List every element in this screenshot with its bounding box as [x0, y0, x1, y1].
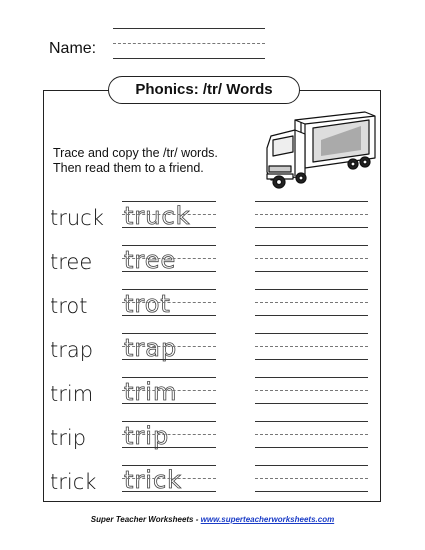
trace-line-5-0 — [122, 421, 216, 422]
copy-line-4-0[interactable] — [255, 377, 368, 378]
copy-line-4-1[interactable] — [255, 390, 368, 391]
trace-line-2-2 — [122, 315, 216, 316]
trace-line-5-2 — [122, 447, 216, 448]
name-label: Name: — [49, 40, 97, 57]
instructions — [53, 146, 218, 176]
trace-line-3-0 — [122, 333, 216, 334]
trace-line-0-1 — [122, 214, 216, 215]
trace-line-2-1 — [122, 302, 216, 303]
footer-site-name: Super Teacher Worksheets — [90, 515, 194, 524]
trace-line-6-1 — [122, 478, 216, 479]
footer-url-link[interactable]: www.superteacherworksheets.com — [200, 515, 335, 524]
copy-line-2-0[interactable] — [255, 289, 368, 290]
trace-word-5: trip — [124, 422, 170, 450]
trace-line-4-1 — [122, 390, 216, 391]
word-1: tree — [50, 250, 93, 274]
trace-line-1-0 — [122, 245, 216, 246]
trace-line-6-0 — [122, 465, 216, 466]
name-line-dashed — [113, 43, 265, 44]
word-3: trap — [50, 338, 94, 362]
footer — [0, 515, 425, 524]
trace-word-1: tree — [124, 246, 177, 274]
trace-word-0: truck — [124, 202, 191, 230]
trace-line-0-0 — [122, 201, 216, 202]
trace-line-2-0 — [122, 289, 216, 290]
copy-line-3-1[interactable] — [255, 346, 368, 347]
trace-line-1-2 — [122, 271, 216, 272]
copy-line-2-2[interactable] — [255, 315, 368, 316]
copy-line-6-2[interactable] — [255, 491, 368, 492]
name-line-bottom[interactable] — [113, 58, 265, 59]
trace-line-3-1 — [122, 346, 216, 347]
word-6: trick — [50, 470, 97, 494]
copy-line-3-2[interactable] — [255, 359, 368, 360]
copy-line-5-1[interactable] — [255, 434, 368, 435]
trace-line-4-2 — [122, 403, 216, 404]
copy-line-0-1[interactable] — [255, 214, 368, 215]
trace-line-0-2 — [122, 227, 216, 228]
instructions-line-1: Trace and copy the /tr/ words. — [53, 146, 218, 160]
copy-line-0-0[interactable] — [255, 201, 368, 202]
copy-line-2-1[interactable] — [255, 302, 368, 303]
copy-line-1-1[interactable] — [255, 258, 368, 259]
trace-word-6: trick — [124, 466, 183, 494]
copy-line-0-2[interactable] — [255, 227, 368, 228]
worksheet-title: Phonics: /tr/ Words — [108, 76, 300, 104]
word-0: truck — [50, 206, 104, 230]
trace-line-3-2 — [122, 359, 216, 360]
copy-line-4-2[interactable] — [255, 403, 368, 404]
name-line-top — [113, 28, 265, 29]
copy-line-1-0[interactable] — [255, 245, 368, 246]
trace-word-2: trot — [124, 290, 171, 318]
footer-separator: - — [195, 515, 199, 524]
copy-line-6-1[interactable] — [255, 478, 368, 479]
trace-line-1-1 — [122, 258, 216, 259]
word-5: trip — [50, 426, 87, 450]
truck-illustration — [265, 110, 377, 190]
trace-line-5-1 — [122, 434, 216, 435]
trace-line-6-2 — [122, 491, 216, 492]
copy-line-1-2[interactable] — [255, 271, 368, 272]
copy-line-6-0[interactable] — [255, 465, 368, 466]
word-4: trim — [50, 382, 94, 406]
trace-line-4-0 — [122, 377, 216, 378]
word-2: trot — [50, 294, 88, 318]
copy-line-5-0[interactable] — [255, 421, 368, 422]
instructions-line-2: Then read them to a friend. — [53, 161, 204, 175]
trace-word-3: trap — [124, 334, 178, 362]
trace-word-4: trim — [124, 378, 178, 406]
copy-line-5-2[interactable] — [255, 447, 368, 448]
copy-line-3-0[interactable] — [255, 333, 368, 334]
